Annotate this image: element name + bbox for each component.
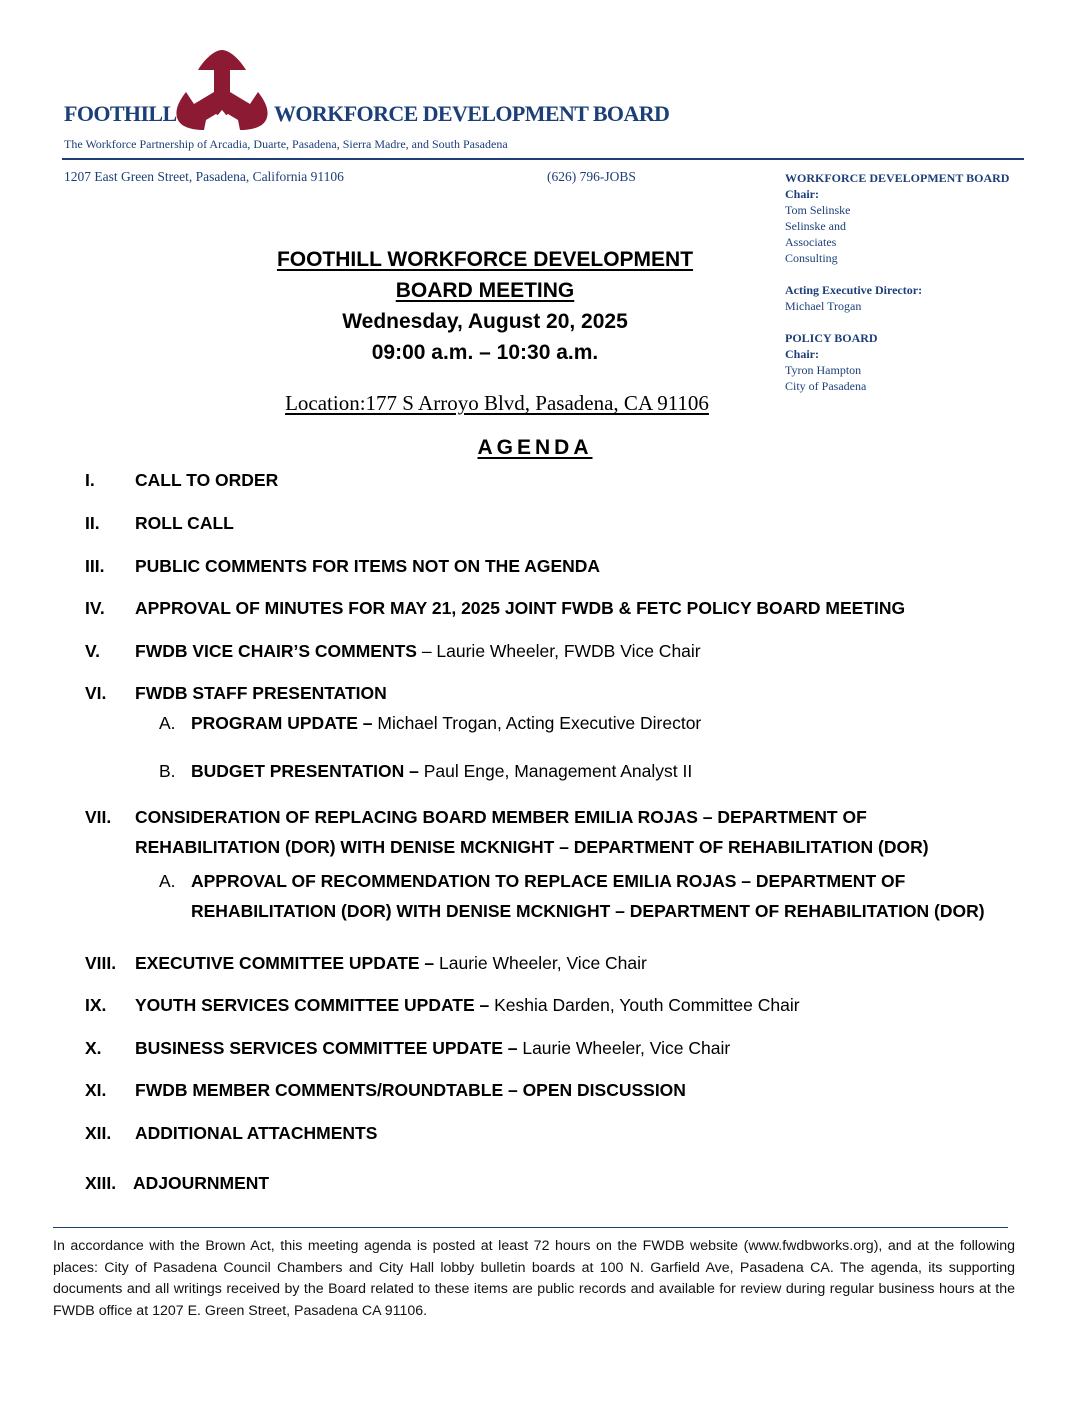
- item-title: EXECUTIVE COMMITTEE UPDATE –: [135, 953, 435, 973]
- item-title: ROLL CALL: [135, 513, 234, 533]
- exec-director-label: Acting Executive Director:: [785, 283, 923, 297]
- wdb-chair-line: Consulting: [785, 251, 838, 265]
- item-title: PUBLIC COMMENTS FOR ITEMS NOT ON THE AGENDA: [135, 556, 601, 576]
- exec-director-name: Michael Trogan: [785, 299, 862, 313]
- header-divider: [62, 158, 1024, 160]
- item-number: II.: [85, 513, 100, 533]
- subitem-detail: Michael Trogan, Acting Executive Director: [372, 713, 702, 733]
- meeting-title-line1: FOOTHILL WORKFORCE DEVELOPMENT: [276, 248, 694, 271]
- meeting-location: Location:177 S Arroyo Blvd, Pasadena, CA 91106: [285, 391, 709, 415]
- item-detail: Keshia Darden, Youth Committee Chair: [489, 995, 800, 1015]
- item-number: XIII.: [85, 1173, 117, 1193]
- item-detail: – Laurie Wheeler, FWDB Vice Chair: [416, 641, 701, 661]
- wdb-chair-line: Selinske and: [785, 219, 846, 233]
- subitem-letter: A.: [159, 871, 176, 891]
- item-number: V.: [85, 641, 100, 661]
- wdb-chair-label: Chair:: [785, 187, 819, 201]
- subitem-title-line1: APPROVAL OF RECOMMENDATION TO REPLACE EMILIA ROJAS – DEPARTMENT OF: [191, 871, 906, 891]
- item-title: FWDB STAFF PRESENTATION: [135, 683, 387, 703]
- meeting-date: Wednesday, August 20, 2025: [342, 310, 628, 333]
- item-detail: Laurie Wheeler, Vice Chair: [517, 1038, 731, 1058]
- meeting-title-block: [200, 244, 770, 368]
- item-title: ADJOURNMENT: [133, 1173, 270, 1193]
- agenda-subitem: [159, 708, 701, 738]
- org-name-left: FOOTHILL: [64, 101, 177, 126]
- policy-chair-line: City of Pasadena: [785, 379, 867, 393]
- policy-chair-line: Tyron Hampton: [785, 363, 862, 377]
- wdb-heading: WORKFORCE DEVELOPMENT BOARD: [785, 171, 1010, 185]
- item-number: III.: [85, 556, 105, 576]
- item-detail: Laurie Wheeler, Vice Chair: [434, 953, 647, 973]
- policy-board-heading: POLICY BOARD: [785, 331, 878, 345]
- item-number: XI.: [85, 1080, 107, 1100]
- subitem-title: BUDGET PRESENTATION –: [191, 761, 419, 781]
- agenda-subitem: [159, 756, 692, 786]
- item-title: FWDB VICE CHAIR’S COMMENTS: [135, 641, 417, 661]
- item-number: XII.: [85, 1123, 112, 1143]
- agenda-heading: AGENDA: [477, 436, 593, 459]
- item-number: X.: [85, 1038, 102, 1058]
- org-address: 1207 East Green Street, Pasadena, California 91106: [64, 169, 344, 184]
- policy-chair-label: Chair:: [785, 347, 819, 361]
- three-arrows-logo-icon: [174, 48, 270, 132]
- item-title: YOUTH SERVICES COMMITTEE UPDATE –: [135, 995, 490, 1015]
- subitem-detail: Paul Enge, Management Analyst II: [418, 761, 693, 781]
- org-phone: (626) 796-JOBS: [547, 169, 636, 184]
- wdb-chair-line: Tom Selinske: [785, 203, 851, 217]
- item-title: APPROVAL OF MINUTES FOR MAY 21, 2025 JOINT FWDB & FETC POLICY BOARD MEETING: [135, 598, 906, 618]
- item-number: VII.: [85, 807, 112, 827]
- item-title: FWDB MEMBER COMMENTS/ROUNDTABLE – OPEN DISCUSSION: [135, 1080, 686, 1100]
- item-title: BUSINESS SERVICES COMMITTEE UPDATE –: [135, 1038, 518, 1058]
- org-name-right: WORKFORCE DEVELOPMENT BOARD: [274, 101, 670, 126]
- board-roster: [785, 170, 1025, 394]
- subitem-title: PROGRAM UPDATE –: [191, 713, 373, 733]
- wdb-chair-line: Associates: [785, 235, 837, 249]
- item-number: IX.: [85, 995, 107, 1015]
- brown-act-notice: In accordance with the Brown Act, this meeting agenda is posted at least 72 hours on the FWDB website (www.fwdbworks.org), and at the following places: City of Pasadena Council Chambers and City Hall lobby bulletin boards at 100 N. Garfield Ave, Pasadena CA. The agenda, its supporting documents and all writings received by the Board related to these items are public records and available for review during regular business hours at the FWDB office at 1207 E. Green Street, Pasadena CA 91106.: [53, 1238, 1015, 1319]
- footer-divider: [53, 1227, 1008, 1228]
- item-number: VIII.: [85, 953, 117, 973]
- subitem-letter: A.: [159, 713, 176, 733]
- agenda-subitem: [159, 866, 905, 896]
- meeting-title-line2: BOARD MEETING: [395, 279, 575, 302]
- meeting-time: 09:00 a.m. – 10:30 a.m.: [371, 341, 599, 364]
- org-tagline: The Workforce Partnership of Arcadia, Duarte, Pasadena, Sierra Madre, and South Pasadena: [64, 137, 508, 151]
- item-number: IV.: [85, 598, 105, 618]
- subitem-title-line2: REHABILITATION (DOR) WITH DENISE MCKNIGHT – DEPARTMENT OF REHABILITATION (DOR): [191, 901, 985, 921]
- item-number: VI.: [85, 683, 107, 703]
- subitem-letter: B.: [159, 761, 176, 781]
- item-title: ADDITIONAL ATTACHMENTS: [135, 1123, 378, 1143]
- agenda-subitem-continued: [191, 896, 985, 926]
- item-title: CALL TO ORDER: [135, 470, 279, 490]
- item-title: CONSIDERATION OF REPLACING BOARD MEMBER EMILIA ROJAS – DEPARTMENT OF REHABILITATION (DOR) WITH DENISE MCKNIGHT – DEPARTMENT OF REHABILITATION (DOR): [135, 807, 929, 857]
- item-number: I.: [85, 470, 95, 490]
